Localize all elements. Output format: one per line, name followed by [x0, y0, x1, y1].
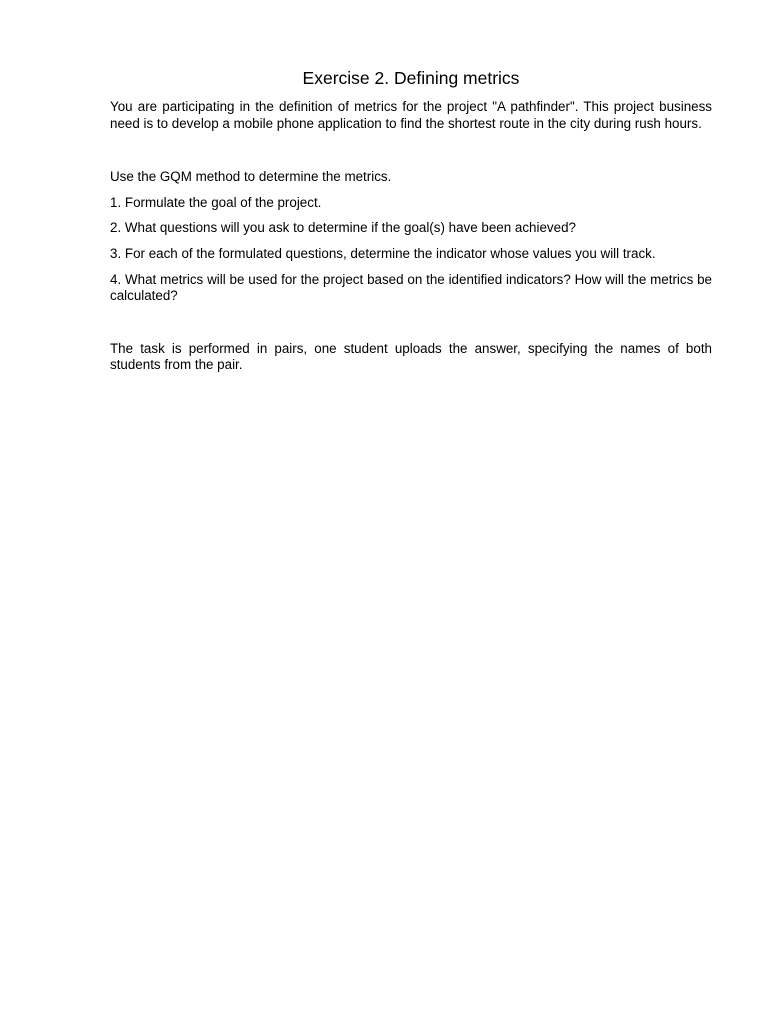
- document-body: [110, 66, 712, 374]
- task-item-2: 2. What questions will you ask to determine if the goal(s) have been achieved?: [110, 220, 576, 236]
- task-item-4: 4. What metrics will be used for the project based on the identified indicators? How will the metrics be calculated?: [110, 271, 712, 304]
- closing-paragraph: The task is performed in pairs, one student uploads the answer, specifying the names of both students from the pair.: [110, 340, 712, 373]
- task-item-1: 1. Formulate the goal of the project.: [110, 194, 322, 210]
- task-item-3: 3. For each of the formulated questions, determine the indicator whose values you will track.: [110, 245, 656, 261]
- page-title: Exercise 2. Defining metrics: [302, 68, 520, 88]
- method-paragraph: Use the GQM method to determine the metrics.: [110, 169, 392, 185]
- intro-paragraph: You are participating in the definition of metrics for the project "A pathfinder". This project business need is to develop a mobile phone application to find the shortest route in the city during rush hours.: [110, 99, 712, 131]
